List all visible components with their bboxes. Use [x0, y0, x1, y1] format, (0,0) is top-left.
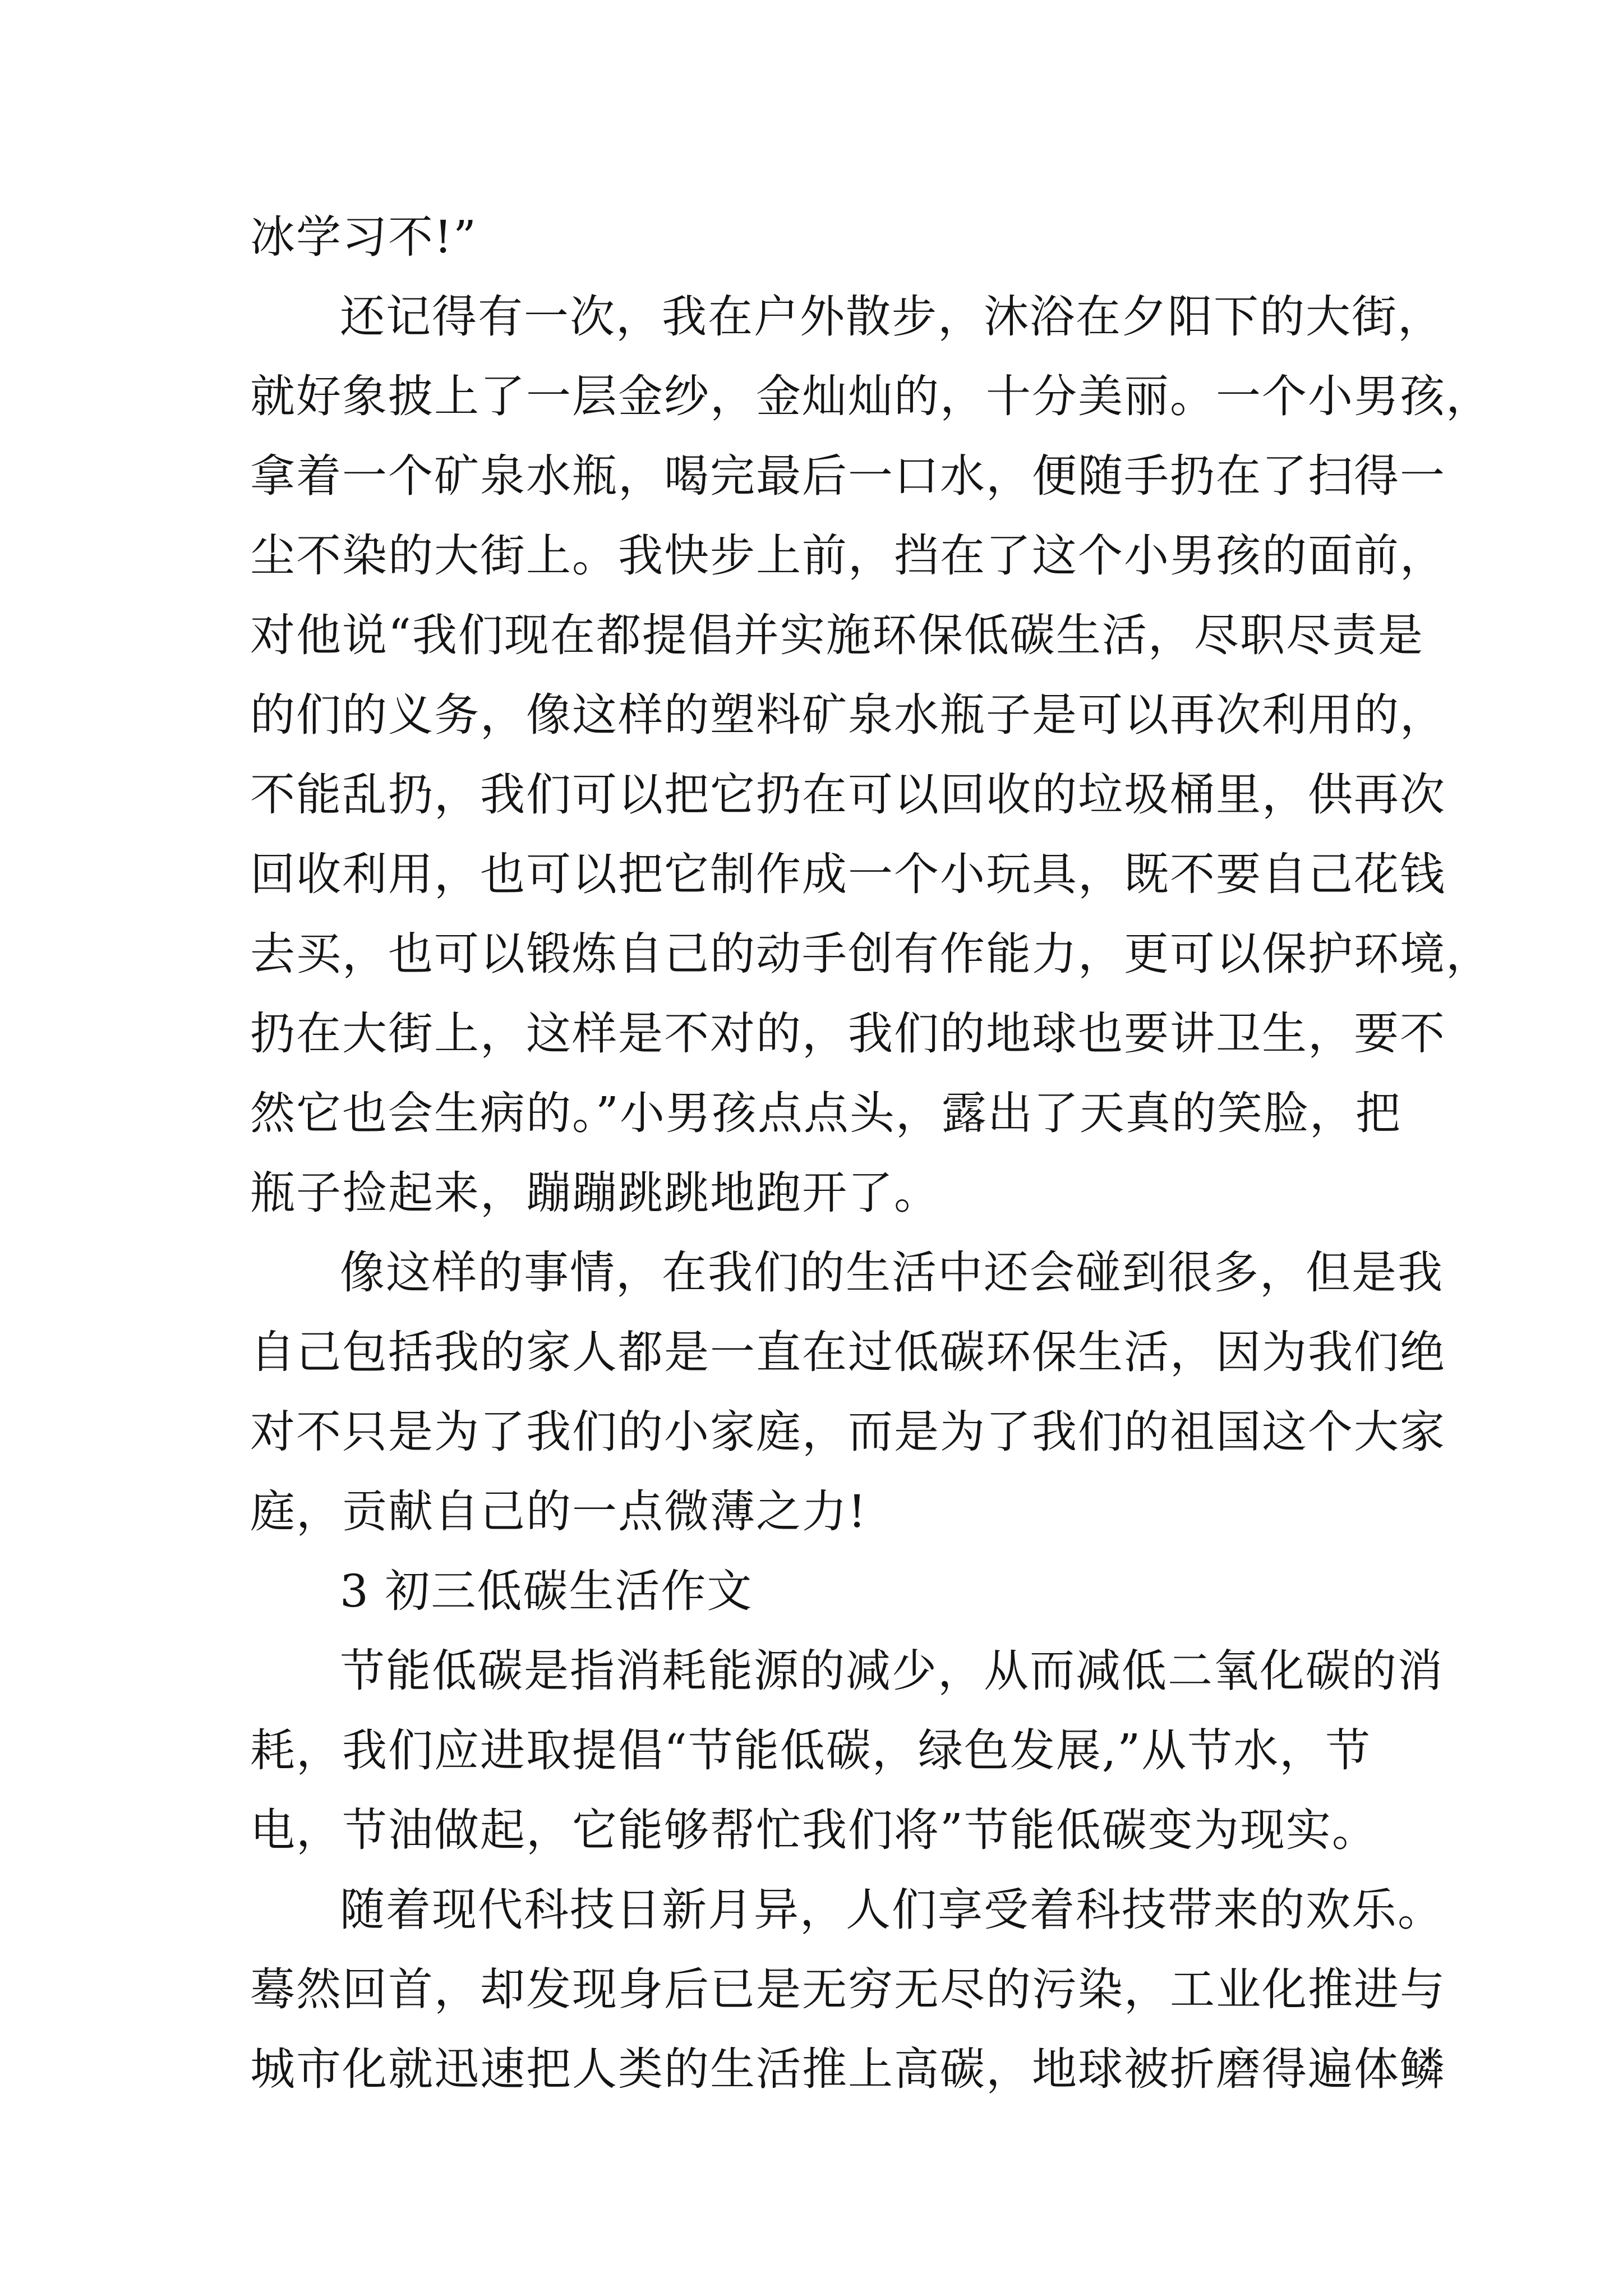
text-line: 对不只是为了我们的小家庭，而是为了我们的祖国这个大家	[250, 1406, 1446, 1458]
document-body	[250, 197, 1492, 2109]
text-line: 电，节油做起，它能够帮忙我们将”节能低碳变为现实。	[250, 1804, 1378, 1856]
text-line: 拿着一个矿泉水瓶，喝完最后一口水，便随手扔在了扫得一	[250, 450, 1446, 502]
text-line: 的们的义务，像这样的塑料矿泉水瓶子是可以再次利用的，	[250, 689, 1446, 741]
text-line: 回收利用，也可以把它制作成一个小玩具，既不要自己花钱	[250, 848, 1446, 900]
text-line: 耗，我们应进取提倡“节能低碳，绿色发展,”从节水，节	[250, 1724, 1372, 1777]
text-line: 自己包括我的家人都是一直在过低碳环保生活，因为我们绝	[250, 1326, 1446, 1378]
text-line: 像这样的事情，在我们的生活中还会碰到很多，但是我	[340, 1246, 1444, 1299]
text-line: 冰学习不!”	[250, 211, 478, 263]
text-line: 扔在大街上，这样是不对的，我们的地球也要讲卫生，要不	[250, 1007, 1446, 1060]
text-line: 不能乱扔，我们可以把它扔在可以回收的垃圾桶里，供再次	[250, 769, 1446, 821]
text-line: 去买，也可以锻炼自己的动手创有作能力，更可以保护环境，	[250, 928, 1492, 980]
section-heading: 3 初三低碳生活作文	[340, 1565, 753, 1617]
text-line: 节能低碳是指消耗能源的减少，从而减低二氧化碳的消	[340, 1645, 1444, 1697]
text-line: 然它也会生病的。”小男孩点点头，露出了天真的笑脸，把	[250, 1087, 1401, 1139]
text-line: 尘不染的大街上。我快步上前，挡在了这个小男孩的面前，	[250, 530, 1446, 582]
text-line: 蓦然回首，却发现身后已是无穷无尽的污染，工业化推进与	[250, 1963, 1446, 2016]
text-line: 随着现代科技日新月异，人们享受着科技带来的欢乐。	[340, 1884, 1444, 1936]
text-line: 瓶子捡起来，蹦蹦跳跳地跑开了。	[250, 1167, 940, 1219]
text-line: 对他说“我们现在都提倡并实施环保低碳生活，尽职尽责是	[250, 609, 1424, 661]
text-line: 城市化就迅速把人类的生活推上高碳，地球被折磨得遍体鳞	[250, 2043, 1446, 2095]
text-line: 就好象披上了一层金纱，金灿灿的，十分美丽。一个小男孩，	[250, 370, 1492, 422]
text-line: 还记得有一次，我在户外散步，沐浴在夕阳下的大街，	[340, 291, 1444, 343]
text-line: 庭，贡献自己的一点微薄之力!	[250, 1485, 868, 1538]
